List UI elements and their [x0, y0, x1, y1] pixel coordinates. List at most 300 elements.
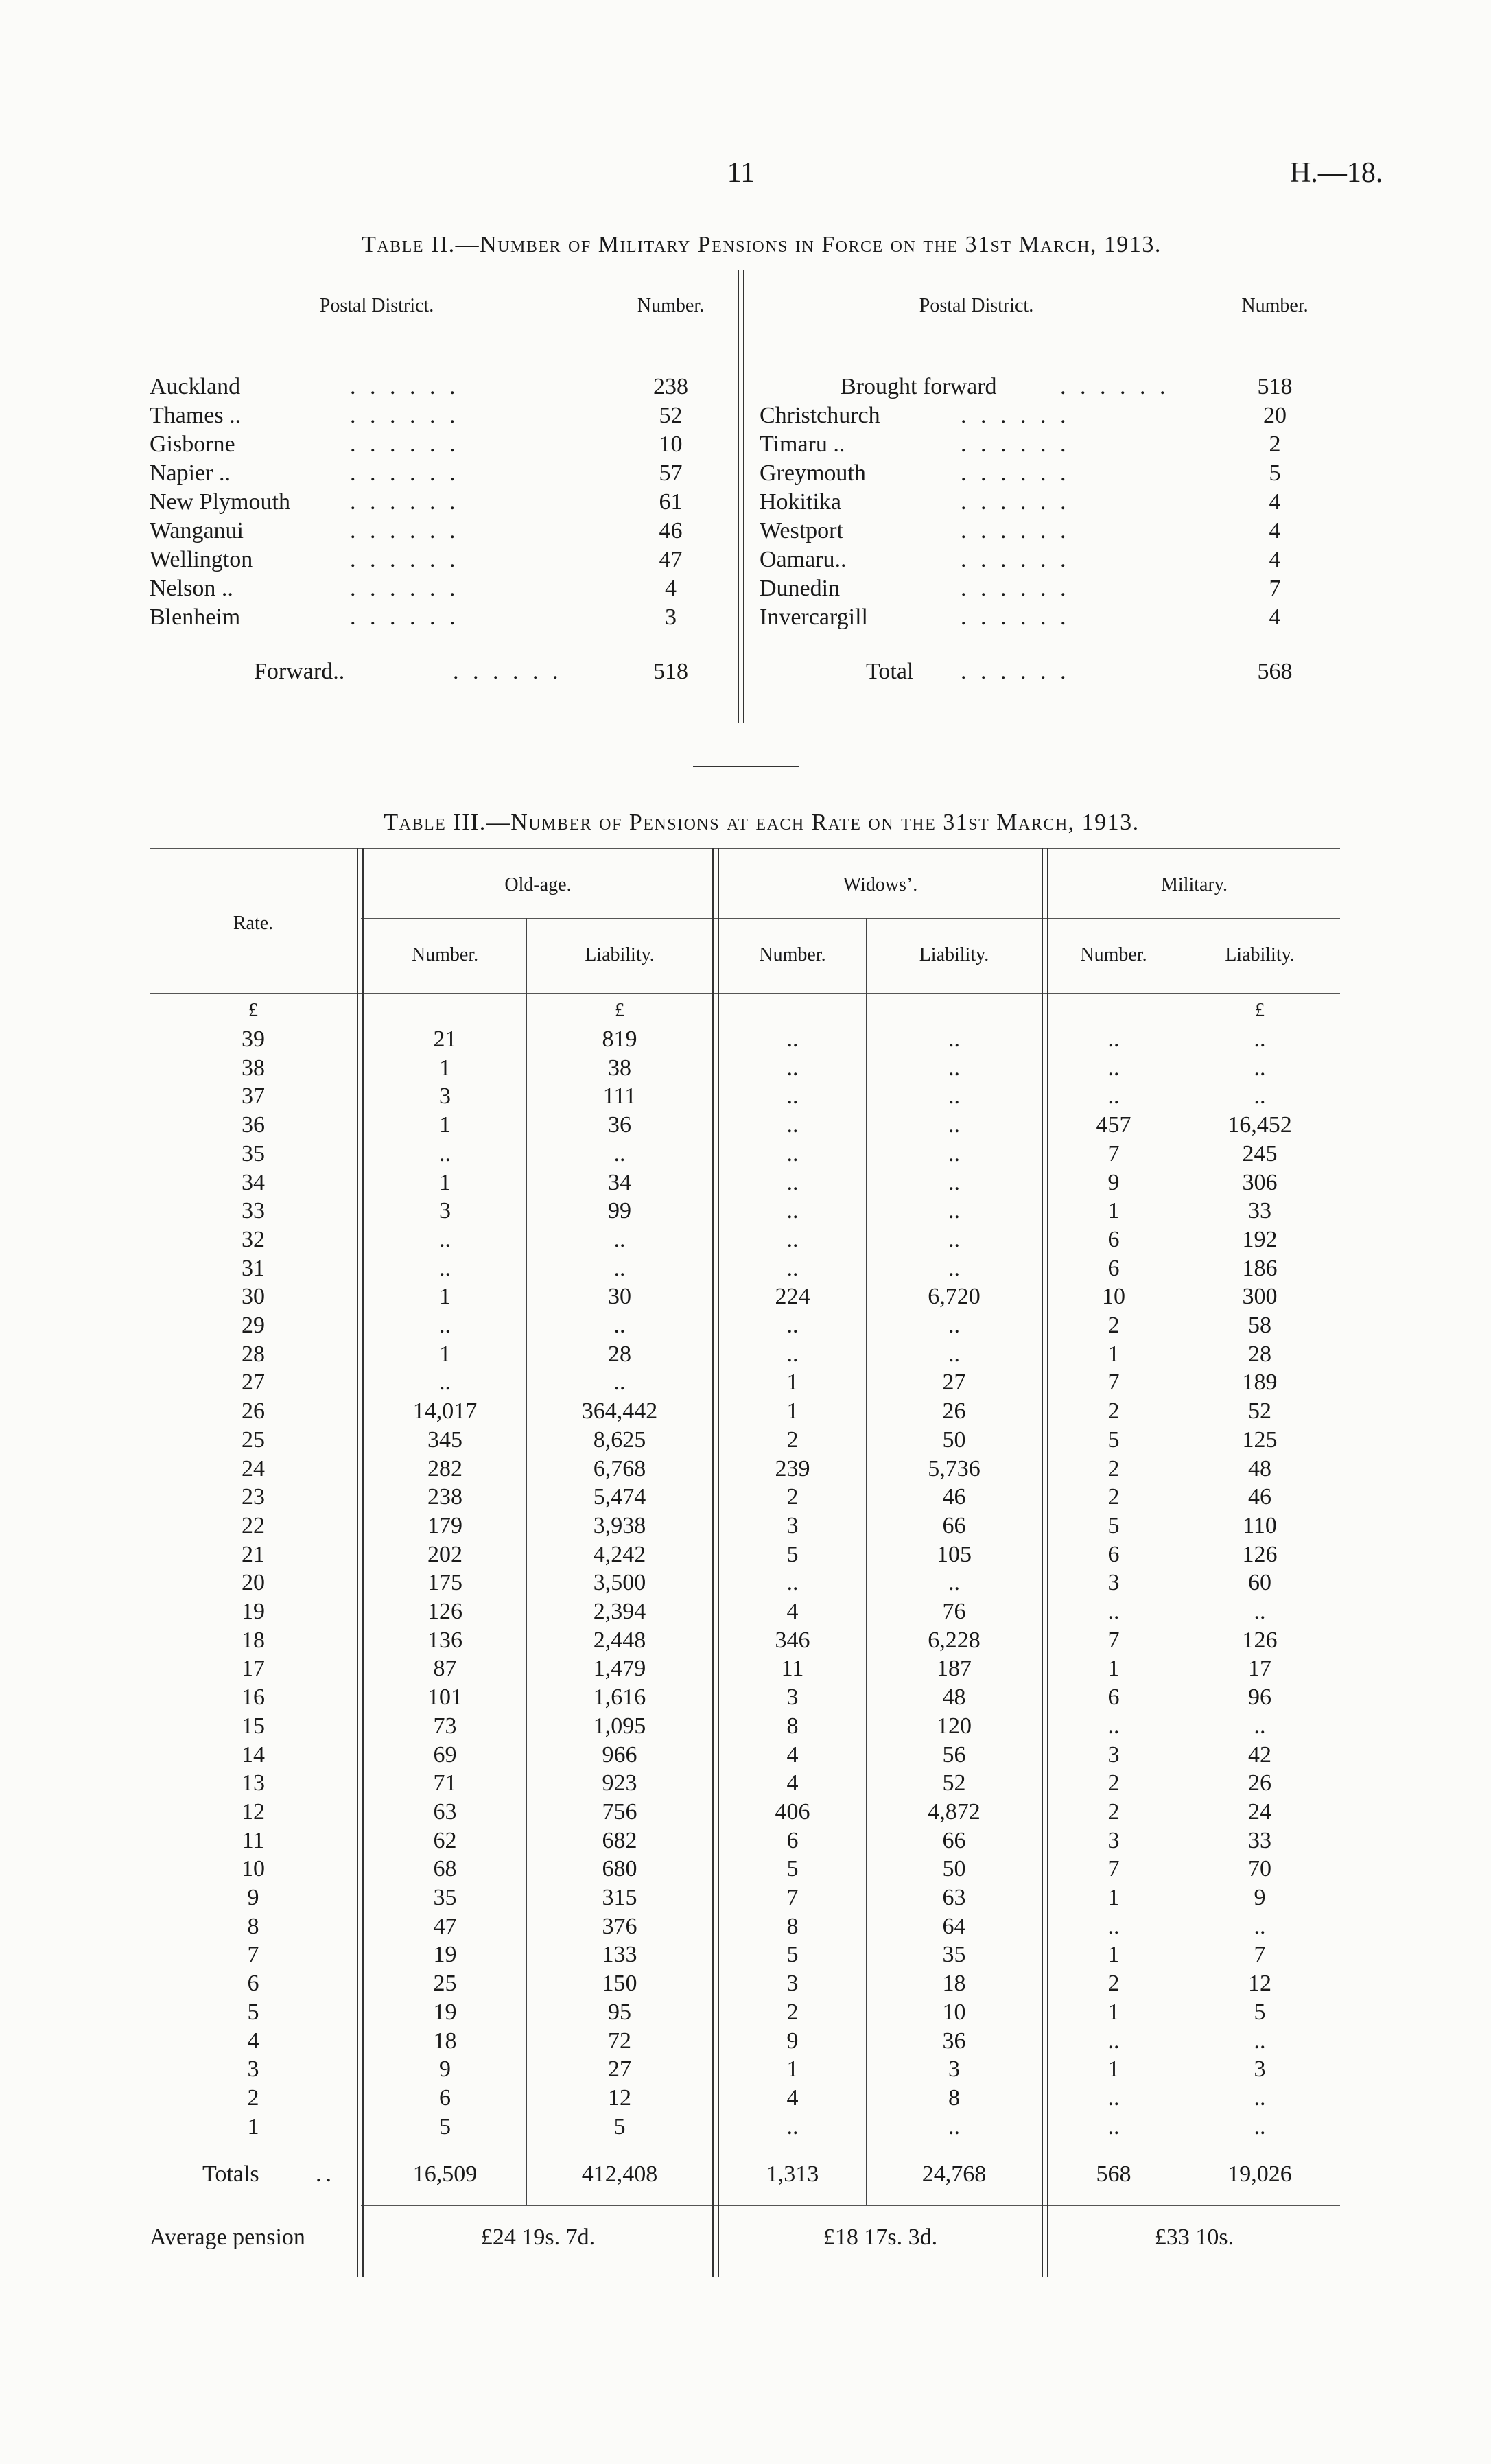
t3-cell-m-n: 3 [1107, 1742, 1120, 1768]
t2-header-number-left: Number. [637, 295, 705, 316]
t3-cell-m-n: 3 [1107, 1828, 1120, 1853]
t3-cell-rate: 29 [242, 1313, 265, 1338]
t3-cell-w-l: 63 [942, 1885, 966, 1910]
table2-caption-prefix: Table II. [362, 232, 456, 257]
t3-cell-oa-l: 3,500 [593, 1570, 646, 1595]
t3-cell-w-n: 4 [786, 1770, 799, 1796]
t2-forward-label: Forward.. [254, 659, 345, 684]
t3-cell-w-n: .. [786, 1198, 799, 1223]
t3-header-m-number: Number. [1080, 944, 1147, 965]
t3-cell-w-n: 4 [786, 1742, 799, 1768]
t3-cell-m-n: .. [1107, 1083, 1120, 1109]
t3-cell-w-n: 3 [786, 1513, 799, 1538]
t3-cell-oa-n: 9 [439, 2056, 451, 2082]
t3-cell-oa-l: 30 [608, 1284, 631, 1309]
t3-cell-oa-l: 756 [602, 1799, 637, 1824]
t3-cell-m-n: 6 [1107, 1256, 1120, 1281]
t3-cell-oa-n: 18 [433, 2028, 457, 2054]
t3-cell-m-l: 126 [1242, 1628, 1278, 1653]
t3-cell-m-n: 5 [1107, 1513, 1120, 1538]
t3-cell-w-l: 187 [937, 1656, 972, 1681]
t3-cell-w-l: 36 [942, 2028, 966, 2054]
t3-cell-oa-l: 364,442 [581, 1398, 658, 1424]
t3-cell-oa-n: 63 [433, 1799, 457, 1824]
t3-cell-w-l: .. [948, 1227, 960, 1252]
t3-cell-w-l: 56 [942, 1742, 966, 1768]
t3-cell-m-l: 126 [1242, 1542, 1278, 1567]
t3-cell-w-n: .. [786, 1055, 799, 1081]
t3-cell-m-n: 7 [1107, 1856, 1120, 1881]
t3-cell-w-n: .. [786, 1026, 799, 1052]
t3-cell-rate: 2 [247, 2085, 259, 2111]
t3-cell-w-n: 3 [786, 1685, 799, 1710]
t3-cell-oa-l: 95 [608, 1999, 631, 2025]
t3-cell-m-n: 1 [1107, 1999, 1120, 2025]
t3-average-military: £33 10s. [1154, 2225, 1234, 2250]
t3-cell-w-n: .. [786, 1170, 799, 1195]
t3-cell-oa-l: 5 [613, 2114, 626, 2139]
t3-header-military: Military. [1161, 874, 1228, 895]
t3-cell-w-l: 48 [942, 1685, 966, 1710]
t3-cell-w-l: 35 [942, 1942, 966, 1967]
t2-left-leader: . . . . . . [350, 547, 460, 572]
t3-cell-w-l: .. [948, 1313, 960, 1338]
t3-cell-w-l: 66 [942, 1828, 966, 1853]
t3-cell-w-l: .. [948, 1112, 960, 1138]
t3-cell-rate: 12 [242, 1799, 265, 1824]
t3-cell-m-l: 33 [1248, 1828, 1271, 1853]
t3-cell-w-l: .. [948, 1026, 960, 1052]
t2-right-leader: . . . . . . [1060, 374, 1170, 399]
t3-average-widows: £18 17s. 3d. [823, 2225, 938, 2250]
t2-header-district-left: Postal District. [319, 295, 434, 316]
t3-cell-m-n: 10 [1102, 1284, 1125, 1309]
t3-cell-w-n: 7 [786, 1885, 799, 1910]
t2-right-district: Westport [760, 518, 843, 543]
t3-cell-w-l: 27 [942, 1370, 966, 1395]
t3-cell-w-n: 4 [786, 2085, 799, 2111]
t2-right-district: Timaru .. [760, 432, 845, 457]
t3-cell-oa-l: .. [613, 1256, 626, 1281]
t3-cell-oa-l: 3,938 [593, 1513, 646, 1538]
t3-cell-w-n: 3 [786, 1971, 799, 1996]
t3-cell-m-n: 6 [1107, 1542, 1120, 1567]
t3-cell-oa-n: 71 [433, 1770, 457, 1796]
t3-cell-oa-l: 133 [602, 1942, 637, 1967]
t3-cell-w-n: 1 [786, 1398, 799, 1424]
t3-cell-rate: 11 [242, 1828, 265, 1853]
t2-left-leader: . . . . . . [350, 432, 460, 457]
t3-cell-m-l: 96 [1248, 1685, 1271, 1710]
t3-cell-w-l: 6,228 [928, 1628, 981, 1653]
t3-header-w-number: Number. [759, 944, 826, 965]
t3-cell-rate: 23 [242, 1484, 265, 1510]
t2-forward-value: 518 [653, 659, 688, 684]
table3-caption-title: —Number of Pensions at each Rate on the 31st March, 1913. [486, 810, 1140, 835]
t2-left-district: Gisborne [150, 432, 235, 457]
t3-cell-m-l: 48 [1248, 1456, 1271, 1481]
t3-cell-w-l: 5,736 [928, 1456, 981, 1481]
t3-cell-oa-l: 819 [602, 1026, 637, 1052]
t3-cell-m-n: 1 [1107, 2056, 1120, 2082]
t3-cell-w-l: 46 [942, 1484, 966, 1510]
t2-right-district: Oamaru.. [760, 547, 847, 572]
t3-cell-w-n: .. [786, 1083, 799, 1109]
t3-totals-m-number: 568 [1096, 2161, 1131, 2187]
t3-cell-w-n: .. [786, 1341, 799, 1367]
t3-cell-oa-l: 680 [602, 1856, 637, 1881]
t3-cell-m-n: 2 [1107, 1456, 1120, 1481]
t3-cell-oa-l: 966 [602, 1742, 637, 1768]
t3-cell-rate: 26 [242, 1398, 265, 1424]
t3-cell-rate: 19 [242, 1599, 265, 1624]
t3-totals-label: Totals [202, 2161, 259, 2187]
t3-cell-rate: 35 [242, 1141, 265, 1166]
t2-left-district: Napier .. [150, 460, 231, 486]
t3-cell-oa-l: 1,616 [593, 1685, 646, 1710]
t3-cell-rate: 24 [242, 1456, 265, 1481]
t3-cell-oa-n: 179 [427, 1513, 462, 1538]
t3-cell-rate: 31 [242, 1256, 265, 1281]
t2-right-district: Invercargill [760, 605, 868, 630]
t3-cell-m-n: 2 [1107, 1484, 1120, 1510]
t3-average-label: Average pension [150, 2225, 305, 2250]
t3-cell-oa-n: .. [439, 1227, 451, 1252]
t3-cell-w-l: .. [948, 1570, 960, 1595]
t2-left-district: Blenheim [150, 605, 241, 630]
t3-cell-w-l: 105 [937, 1542, 972, 1567]
t3-cell-w-n: 406 [775, 1799, 810, 1824]
t3-cell-oa-n: 6 [439, 2085, 451, 2111]
t3-cell-rate: 28 [242, 1341, 265, 1367]
t2-left-district: Auckland [150, 374, 241, 399]
t3-cell-m-n: 2 [1107, 1313, 1120, 1338]
t3-cell-rate: 20 [242, 1570, 265, 1595]
t2-right-district: Brought forward [841, 374, 997, 399]
t2-right-leader: . . . . . . [961, 576, 1070, 601]
t3-cell-w-l: 64 [942, 1914, 966, 1939]
t3-cell-w-n: 6 [786, 1828, 799, 1853]
t3-header-oa-liability: Liability. [585, 944, 655, 965]
t2-right-leader: . . . . . . [961, 547, 1070, 572]
t3-cell-oa-l: 72 [608, 2028, 631, 2054]
t3-cell-rate: 4 [247, 2028, 259, 2054]
t3-cell-m-n: 1 [1107, 1885, 1120, 1910]
t3-cell-w-n: .. [786, 2114, 799, 2139]
t3-totals-oa-liability: 412,408 [581, 2161, 658, 2187]
t3-cell-w-l: 50 [942, 1427, 966, 1453]
t3-cell-m-l: 42 [1248, 1742, 1271, 1768]
t3-cell-m-n: 2 [1107, 1799, 1120, 1824]
t3-cell-m-n: .. [1107, 1599, 1120, 1624]
t3-cell-oa-n: 101 [427, 1685, 462, 1710]
t3-cell-oa-l: 4,242 [593, 1542, 646, 1567]
t3-cell-m-n: 7 [1107, 1141, 1120, 1166]
t2-left-district: Thames .. [150, 403, 242, 428]
t3-cell-oa-l: 2,448 [593, 1628, 646, 1653]
t2-right-leader: . . . . . . [961, 489, 1070, 515]
t3-cell-oa-l: 8,625 [593, 1427, 646, 1453]
t3-cell-rate: 22 [242, 1513, 265, 1538]
t3-cell-rate: 32 [242, 1227, 265, 1252]
t3-cell-oa-l: 923 [602, 1770, 637, 1796]
t2-right-number: 4 [1269, 605, 1281, 630]
t3-cell-m-n: 1 [1107, 1942, 1120, 1967]
t2-header-district-right: Postal District. [919, 295, 1034, 316]
t3-cell-m-l: .. [1254, 1083, 1266, 1109]
t3-cell-m-n: 1 [1107, 1198, 1120, 1223]
t3-cell-m-l: 306 [1242, 1170, 1278, 1195]
t3-cell-w-l: 50 [942, 1856, 966, 1881]
t3-cell-oa-n: 87 [433, 1656, 457, 1681]
t3-cell-oa-l: 12 [608, 2085, 631, 2111]
t3-cell-m-l: 33 [1248, 1198, 1271, 1223]
t3-cell-oa-n: 21 [433, 1026, 457, 1052]
t2-right-number: 5 [1269, 460, 1281, 486]
t3-cell-m-l: 16,452 [1228, 1112, 1292, 1138]
t3-currency-oa-liability: £ [615, 1000, 624, 1021]
t3-cell-w-l: 120 [937, 1713, 972, 1739]
t2-left-district: Nelson .. [150, 576, 233, 601]
t3-cell-rate: 21 [242, 1542, 265, 1567]
t3-cell-m-l: 7 [1254, 1942, 1266, 1967]
t3-cell-w-l: .. [948, 1055, 960, 1081]
t2-left-number: 57 [659, 460, 683, 486]
t3-cell-m-l: .. [1254, 1713, 1266, 1739]
t3-cell-m-l: 26 [1248, 1770, 1271, 1796]
t2-left-leader: . . . . . . [350, 605, 460, 630]
t2-right-district: Greymouth [760, 460, 866, 486]
t3-cell-rate: 14 [242, 1742, 265, 1768]
t2-right-number: 4 [1269, 547, 1281, 572]
t3-currency-rate: £ [248, 1000, 258, 1021]
t3-cell-w-n: 5 [786, 1542, 799, 1567]
t3-cell-rate: 5 [247, 1999, 259, 2025]
t2-left-leader: . . . . . . [350, 518, 460, 543]
t3-cell-m-n: .. [1107, 1713, 1120, 1739]
t3-cell-w-l: .. [948, 1170, 960, 1195]
t3-cell-w-n: .. [786, 1256, 799, 1281]
t3-cell-oa-n: 1 [439, 1055, 451, 1081]
t3-cell-m-l: 17 [1248, 1656, 1271, 1681]
t2-left-leader: . . . . . . [350, 460, 460, 486]
t3-cell-m-l: .. [1254, 1055, 1266, 1081]
t3-cell-oa-n: 175 [427, 1570, 462, 1595]
t3-cell-w-n: 239 [775, 1456, 810, 1481]
t3-cell-rate: 17 [242, 1656, 265, 1681]
t3-cell-rate: 27 [242, 1370, 265, 1395]
t3-cell-oa-n: 238 [427, 1484, 462, 1510]
t3-cell-rate: 18 [242, 1628, 265, 1653]
t3-cell-m-l: 3 [1254, 2056, 1266, 2082]
t3-cell-rate: 25 [242, 1427, 265, 1453]
t3-cell-oa-l: 315 [602, 1885, 637, 1910]
t3-cell-w-n: 346 [775, 1628, 810, 1653]
t3-cell-oa-n: 5 [439, 2114, 451, 2139]
t3-cell-oa-n: .. [439, 1313, 451, 1338]
t3-cell-w-l: 66 [942, 1513, 966, 1538]
t2-right-number: 7 [1269, 576, 1281, 601]
t2-left-number: 10 [659, 432, 683, 457]
t3-cell-rate: 15 [242, 1713, 265, 1739]
t2-left-number: 52 [659, 403, 683, 428]
t2-left-number: 3 [665, 605, 677, 630]
t2-right-number: 4 [1269, 489, 1281, 515]
t3-cell-oa-l: 99 [608, 1198, 631, 1223]
t3-cell-rate: 10 [242, 1856, 265, 1881]
t3-cell-m-n: 7 [1107, 1370, 1120, 1395]
t3-cell-oa-l: .. [613, 1227, 626, 1252]
t2-header-number-right: Number. [1241, 295, 1308, 316]
t2-left-number: 47 [659, 547, 683, 572]
t3-cell-m-n: .. [1107, 1914, 1120, 1939]
t3-cell-m-n: 6 [1107, 1685, 1120, 1710]
t3-totals-leader: .. [316, 2161, 336, 2187]
t3-cell-w-n: 8 [786, 1713, 799, 1739]
t3-cell-oa-n: 47 [433, 1914, 457, 1939]
t3-cell-rate: 37 [242, 1083, 265, 1109]
t3-cell-m-n: .. [1107, 1055, 1120, 1081]
t3-cell-w-n: 9 [786, 2028, 799, 2054]
t3-cell-w-n: 2 [786, 1999, 799, 2025]
t3-cell-oa-n: 68 [433, 1856, 457, 1881]
t3-cell-oa-l: 34 [608, 1170, 631, 1195]
t3-cell-w-l: 52 [942, 1770, 966, 1796]
t3-cell-w-l: 4,872 [928, 1799, 981, 1824]
t3-cell-m-l: 189 [1242, 1370, 1278, 1395]
t3-cell-rate: 9 [247, 1885, 259, 1910]
t3-cell-oa-n: 19 [433, 1942, 457, 1967]
t3-cell-oa-n: .. [439, 1256, 451, 1281]
t2-right-leader: . . . . . . [961, 432, 1070, 457]
t3-cell-rate: 7 [247, 1942, 259, 1967]
t2-left-leader: . . . . . . [350, 374, 460, 399]
t3-cell-m-l: 58 [1248, 1313, 1271, 1338]
t3-cell-w-n: .. [786, 1112, 799, 1138]
t3-cell-m-n: 5 [1107, 1427, 1120, 1453]
table3-caption-prefix: Table III. [384, 810, 486, 835]
t3-cell-m-n: 3 [1107, 1570, 1120, 1595]
t2-right-number: 2 [1269, 432, 1281, 457]
t3-cell-m-n: 1 [1107, 1341, 1120, 1367]
t2-left-leader: . . . . . . [350, 489, 460, 515]
t2-left-number: 4 [665, 576, 677, 601]
t3-cell-w-l: 26 [942, 1398, 966, 1424]
t3-cell-m-n: 2 [1107, 1971, 1120, 1996]
t3-cell-oa-n: 1 [439, 1170, 451, 1195]
t3-cell-oa-n: 19 [433, 1999, 457, 2025]
t2-left-district: New Plymouth [150, 489, 290, 515]
t3-cell-m-l: 28 [1248, 1341, 1271, 1367]
t2-right-district: Christchurch [760, 403, 880, 428]
t3-cell-oa-n: 14,017 [412, 1398, 478, 1424]
t3-cell-m-l: .. [1254, 2085, 1266, 2111]
t3-cell-m-n: 7 [1107, 1628, 1120, 1653]
t3-cell-rate: 16 [242, 1685, 265, 1710]
t3-cell-w-l: 76 [942, 1599, 966, 1624]
t3-cell-w-n: 2 [786, 1484, 799, 1510]
t3-currency-m-liability: £ [1255, 1000, 1265, 1021]
t3-cell-oa-l: 1,479 [593, 1656, 646, 1681]
t3-cell-oa-l: 111 [602, 1083, 637, 1109]
page-number: 11 [727, 157, 755, 189]
t3-cell-w-l: .. [948, 1256, 960, 1281]
t3-cell-rate: 30 [242, 1284, 265, 1309]
t3-cell-w-l: .. [948, 1141, 960, 1166]
t3-cell-w-n: 5 [786, 1856, 799, 1881]
t2-right-district: Hokitika [760, 489, 841, 515]
t3-cell-w-n: 4 [786, 1599, 799, 1624]
t3-cell-w-n: 11 [781, 1656, 804, 1681]
t3-cell-m-n: .. [1107, 2028, 1120, 2054]
t3-average-old-age: £24 19s. 7d. [480, 2225, 596, 2250]
t3-cell-oa-l: .. [613, 1141, 626, 1166]
t3-header-w-liability: Liability. [919, 944, 989, 965]
t3-cell-m-l: 5 [1254, 1999, 1266, 2025]
t3-cell-m-n: 457 [1096, 1112, 1131, 1138]
t3-cell-m-l: 186 [1242, 1256, 1278, 1281]
t3-cell-m-l: 300 [1242, 1284, 1278, 1309]
t2-left-number: 46 [659, 518, 683, 543]
t3-cell-oa-l: 2,394 [593, 1599, 646, 1624]
t3-cell-m-l: 245 [1242, 1141, 1278, 1166]
t3-cell-w-l: .. [948, 1198, 960, 1223]
t3-cell-w-l: .. [948, 1083, 960, 1109]
t3-cell-m-l: 60 [1248, 1570, 1271, 1595]
t3-cell-m-l: .. [1254, 2028, 1266, 2054]
t3-cell-oa-l: .. [613, 1313, 626, 1338]
t3-cell-oa-n: 136 [427, 1628, 462, 1653]
t3-cell-w-l: 10 [942, 1999, 966, 2025]
t3-cell-rate: 6 [247, 1971, 259, 1996]
t3-cell-w-n: .. [786, 1570, 799, 1595]
t3-cell-w-n: 224 [775, 1284, 810, 1309]
t3-cell-w-n: 8 [786, 1914, 799, 1939]
t3-totals-m-liability: 19,026 [1228, 2161, 1292, 2187]
t3-cell-m-l: 12 [1248, 1971, 1271, 1996]
t3-cell-w-l: 8 [948, 2085, 960, 2111]
t3-cell-m-n: 9 [1107, 1170, 1120, 1195]
t2-right-number: 4 [1269, 518, 1281, 543]
t3-cell-oa-l: 682 [602, 1828, 637, 1853]
t3-cell-w-n: .. [786, 1141, 799, 1166]
t3-cell-w-l: 6,720 [928, 1284, 981, 1309]
t3-cell-oa-n: 69 [433, 1742, 457, 1768]
t3-cell-w-l: 3 [948, 2056, 960, 2082]
t3-cell-oa-n: 282 [427, 1456, 462, 1481]
t3-cell-oa-n: 1 [439, 1284, 451, 1309]
t3-header-old-age: Old-age. [504, 874, 572, 895]
t3-cell-m-l: 24 [1248, 1799, 1271, 1824]
t3-cell-rate: 8 [247, 1914, 259, 1939]
t2-right-leader: . . . . . . [961, 460, 1070, 486]
t3-cell-w-n: .. [786, 1227, 799, 1252]
t3-cell-m-l: 46 [1248, 1484, 1271, 1510]
t3-cell-oa-n: 3 [439, 1083, 451, 1109]
t3-header-m-liability: Liability. [1225, 944, 1295, 965]
t2-right-leader: . . . . . . [961, 403, 1070, 428]
t3-cell-rate: 36 [242, 1112, 265, 1138]
t2-left-district: Wanganui [150, 518, 244, 543]
t3-cell-w-l: .. [948, 2114, 960, 2139]
t3-cell-rate: 39 [242, 1026, 265, 1052]
t3-cell-m-l: .. [1254, 1026, 1266, 1052]
t3-cell-w-n: .. [786, 1313, 799, 1338]
t2-total-leader: . . . . . . [961, 659, 1070, 684]
t2-right-leader: . . . . . . [961, 605, 1070, 630]
t3-cell-m-n: 2 [1107, 1398, 1120, 1424]
t3-cell-oa-n: 73 [433, 1713, 457, 1739]
